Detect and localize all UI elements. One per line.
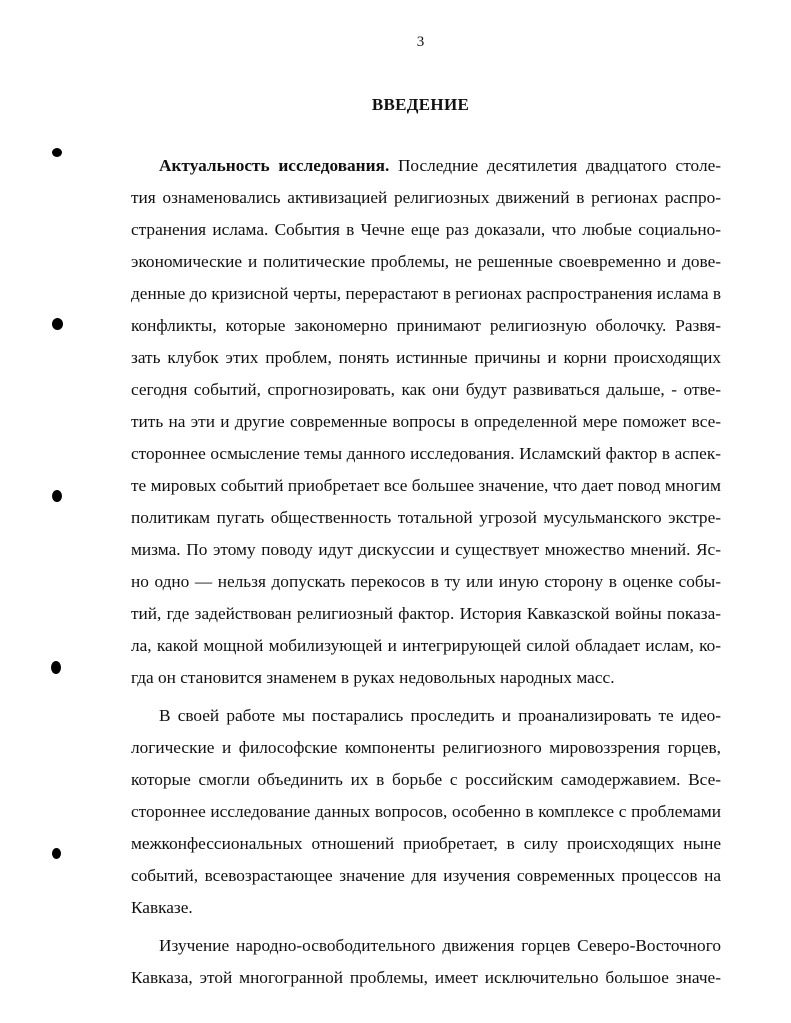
text-line: гда он становится знаменем в руках недовольных народных масс. [131, 668, 615, 687]
text-line: стороннее осмысление темы данного исследования. Исламский фактор в аспек- [131, 444, 721, 463]
text-line: зать клубок этих проблем, понять истинные причины и корни происходящих [131, 348, 721, 367]
section-heading: ВВЕДЕНИЕ [371, 95, 470, 114]
text-line: Кавказа, этой многогранной проблемы, имеет исключительно большое значе- [131, 968, 721, 987]
text-line: Кавказе. [131, 898, 193, 917]
text-line: денные до кризисной черты, перерастают в регионах распространения ислама в [131, 284, 721, 303]
text-line: В своей работе мы постарались проследить и проанализировать те идео- [159, 706, 721, 725]
text-line: политикам пугать общественность тотальной угрозой мусульманского экстре- [131, 508, 721, 527]
page-number: 3 [416, 34, 425, 50]
binder-hole-mark [52, 148, 62, 157]
binder-hole-mark [51, 661, 61, 674]
text-line: тий, где задействован религиозный фактор. История Кавказской войны показа- [131, 604, 721, 623]
binder-hole-mark [52, 490, 62, 502]
text-line: стороннее исследование данных вопросов, особенно в комплексе с проблемами [131, 802, 721, 821]
lead-phrase: Актуальность исследования. [159, 156, 390, 175]
text-line: которые смогли объединить их в борьбе с российским самодержавием. Все- [131, 770, 721, 789]
text-line: логические и философские компоненты религиозного мировоззрения горцев, [131, 738, 721, 757]
text-line: тия ознаменовались активизацией религиозных движений в регионах распро- [131, 188, 721, 207]
text-line: мизма. По этому поводу идут дискуссии и существует множество мнений. Яс- [131, 540, 721, 559]
text-line: межконфессиональных отношений приобретает, в силу происходящих ныне [131, 834, 721, 853]
text-line: тить на эти и другие современные вопросы в определенной мере поможет все- [131, 412, 721, 431]
text-line: Актуальность исследования. Последние десятилетия двадцатого столе- [159, 156, 721, 175]
text-line: событий, всевозрастающее значение для изучения современных процессов на [131, 866, 721, 885]
text-line: конфликты, которые закономерно принимают религиозную оболочку. Развя- [131, 316, 721, 335]
text-line: но одно — нельзя допускать перекосов в ту или иную сторону в оценке собы- [131, 572, 721, 591]
text-line: странения ислама. События в Чечне еще раз доказали, что любые социально- [131, 220, 721, 239]
text-line: экономические и политические проблемы, не решенные своевременно и дове- [131, 252, 721, 271]
binder-hole-mark [52, 318, 63, 330]
text-line: Изучение народно-освободительного движения горцев Северо-Восточного [159, 936, 721, 955]
binder-hole-mark [52, 848, 61, 859]
text-line: ла, какой мощной мобилизующей и интегрирующей силой обладает ислам, ко- [131, 636, 721, 655]
text-line: те мировых событий приобретает все большее значение, что дает повод многим [131, 476, 721, 495]
text-line: сегодня событий, спрогнозировать, как они будут развиваться дальше, - отве- [131, 380, 721, 399]
